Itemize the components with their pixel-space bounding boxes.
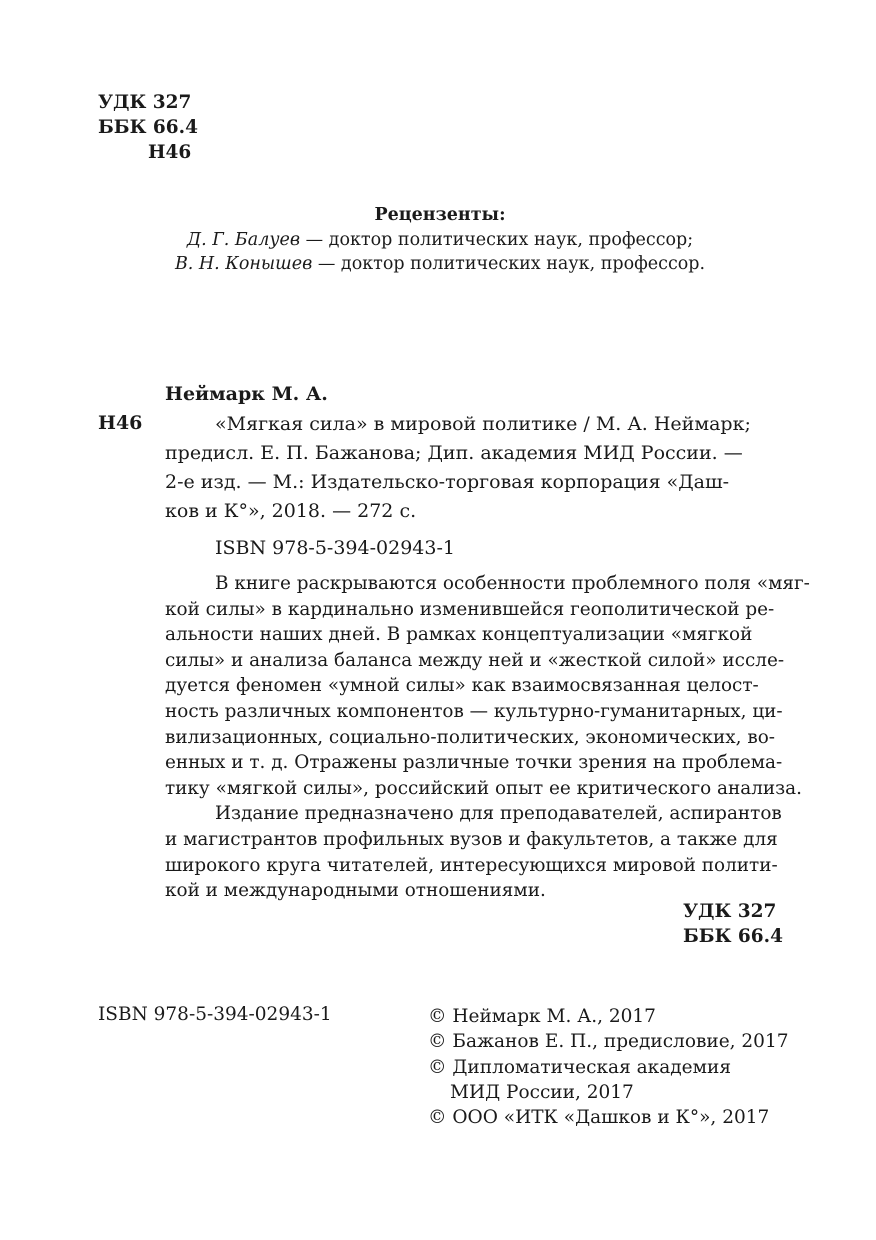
reviewer-item xyxy=(150,228,730,253)
annotation-line: Издание предназначено для преподавателей, аспирантов xyxy=(215,803,782,825)
cutter-mark: Н46 xyxy=(98,412,143,434)
isbn-main: ISBN 978-5-394-02943-1 xyxy=(215,537,455,559)
biblio-line: предисл. Е. П. Бажанова; Дип. академия МИД России. — xyxy=(165,442,743,464)
copyright-line: © Дипломатическая академия xyxy=(428,1056,731,1078)
classification-codes-bottom xyxy=(683,899,783,949)
isbn-imprint: ISBN 978-5-394-02943-1 xyxy=(98,1004,332,1025)
annotation-line: силы» и анализа баланса между ней и «жесткой силой» иссле- xyxy=(165,649,785,671)
reviewer-name: В. Н. Конышев xyxy=(174,254,313,274)
annotation-line: и магистрантов профильных вузов и факультетов, а также для xyxy=(165,828,778,850)
copyright-notices xyxy=(428,1004,789,1130)
classification-codes-top xyxy=(98,90,198,165)
copyright-line: © Бажанов Е. П., предисловие, 2017 xyxy=(428,1031,789,1053)
annotation xyxy=(165,571,810,904)
biblio-line: 2-е изд. — М.: Издательско-торговая корпорация «Даш- xyxy=(165,471,730,493)
cutter-code: Н46 xyxy=(148,142,192,163)
reviewer-item xyxy=(150,252,730,277)
bibliographic-description xyxy=(165,410,775,526)
annotation-line: кой силы» в кардинально изменившейся геополитической ре- xyxy=(165,598,775,620)
annotation-line: енных и т. д. Отражены различные точки зрения на проблема- xyxy=(165,752,783,774)
author-heading: Неймарк М. А. xyxy=(165,383,328,405)
annotation-line: широкого круга читателей, интересующихся мировой полити- xyxy=(165,854,778,876)
annotation-line: ность различных компонентов — культурно-гуманитарных, ци- xyxy=(165,700,783,722)
reviewers-block xyxy=(150,203,730,277)
annotation-line: кой и международными отношениями. xyxy=(165,880,546,902)
biblio-line: «Мягкая сила» в мировой политике / М. А. Неймарк; xyxy=(215,413,751,435)
annotation-line: тику «мягкой силы», российский опыт ее критического анализа. xyxy=(165,777,802,799)
annotation-line: дуется феномен «умной силы» как взаимосвязанная целост- xyxy=(165,675,759,697)
annotation-line: вилизационных, социально-политических, экономических, во- xyxy=(165,726,775,748)
udk-code: УДК 327 xyxy=(98,92,192,113)
reviewer-name: Д. Г. Балуев xyxy=(186,229,301,250)
copyright-line: © ООО «ИТК «Дашков и К°», 2017 xyxy=(428,1107,770,1129)
annotation-line: альности наших дней. В рамках концептуализации «мягкой xyxy=(165,624,753,646)
copyright-line: © Неймарк М. А., 2017 xyxy=(428,1006,656,1027)
bbk-code: ББК 66.4 xyxy=(98,117,198,138)
annotation-line: В книге раскрываются особенности проблемного поля «мяг- xyxy=(215,573,810,594)
bbk-code: ББК 66.4 xyxy=(683,926,783,947)
biblio-line: ков и К°», 2018. — 272 с. xyxy=(165,500,417,522)
reviewers-title: Рецензенты: xyxy=(374,205,506,225)
reviewer-credentials: — доктор политических наук, профессор. xyxy=(312,254,706,274)
udk-code: УДК 327 xyxy=(683,901,777,922)
copyright-line: МИД России, 2017 xyxy=(450,1081,634,1103)
reviewer-credentials: — доктор политических наук, профессор; xyxy=(300,229,694,250)
